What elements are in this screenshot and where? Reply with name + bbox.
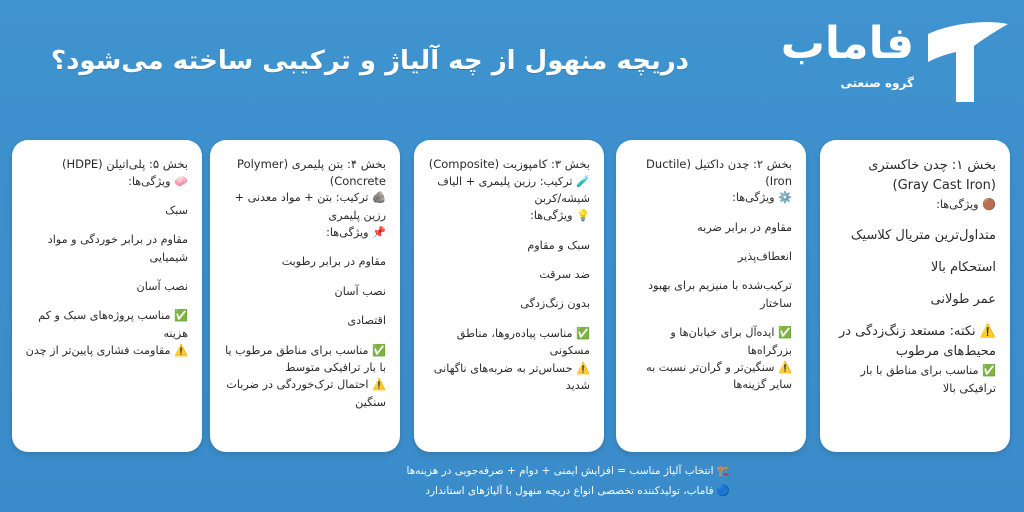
feature-item: ترکیب‌شده با منیزیم برای بهبود ساختار [648, 279, 792, 310]
card-heading: بخش ۲: چدن داکتیل (Ductile Iron) [646, 157, 792, 188]
card-heading: بخش ۱: چدن خاکستری (Gray Cast Iron) [868, 158, 996, 194]
feature-item: ضد سرقت [539, 268, 590, 282]
features-label: 💡 ویژگی‌ها: [530, 209, 590, 223]
card-heading: بخش ۴: بتن پلیمری (Polymer Concrete) [237, 157, 386, 188]
warning-note: ⚠️ نکته: مستعد زنگ‌زدگی در محیط‌های مرطوب [838, 324, 996, 360]
footer-line-alloy: 🏗️ انتخاب آلیاژ مناسب = افزایش ایمنی + دوام + صرفه‌جویی در هزینه‌ها [406, 465, 730, 477]
check-note: ✅ مناسب پروژه‌های سبک و کم هزینه [38, 309, 188, 340]
card-heading: بخش ۳: کامپوزیت (Composite) [428, 157, 590, 171]
card-composite [414, 140, 604, 452]
famab-logo-icon [924, 16, 1010, 106]
feature-item: انعطاف‌پذیر [737, 250, 792, 264]
feature-item: مقاوم در برابر رطوبت [281, 255, 386, 269]
feature-item: نصب آسان [136, 280, 188, 294]
feature-item: اقتصادی [347, 314, 386, 328]
feature-item: استحکام بالا [930, 259, 996, 275]
feature-item: بدون زنگ‌زدگی [520, 297, 590, 311]
feature-item: عمر طولانی [930, 291, 996, 307]
check-note: ✅ مناسب پیاده‌روها، مناطق مسکونی [456, 326, 590, 358]
warning-note: ⚠️ سنگین‌تر و گران‌تر نسبت به سایر گزینه‌ها [646, 360, 792, 392]
composition-line: 🧪 ترکیب: رزین پلیمری + الیاف شیشه/کربن [437, 174, 590, 206]
alloy-cards [12, 140, 1012, 454]
card-polymer-concrete [210, 140, 400, 452]
features-label: 🧼 ویژگی‌ها: [128, 174, 188, 188]
feature-item: سبک [165, 204, 188, 218]
card-heading: بخش ۵: پلی‌اتیلن (HDPE) [61, 157, 188, 171]
check-note: ✅ ایده‌آل برای خیابان‌ها و بزرگراه‌ها [670, 326, 792, 357]
feature-item: نصب آسان [334, 284, 386, 298]
card-ductile-iron [616, 140, 806, 452]
composition-line: 🪨 ترکیب: بتن + مواد معدنی + رزین پلیمری [234, 191, 386, 222]
brand-logo [780, 10, 1010, 110]
warning-note: ⚠️ حساس‌تر به ضربه‌های ناگهانی شدید [433, 361, 590, 392]
footer-line-famab: 🔵 فاماب، تولیدکننده تخصصی انواع دریچه منهول با آلیاژهای استاندارد [425, 484, 730, 497]
card-hdpe [12, 140, 202, 452]
feature-item: مقاوم در برابر خوردگی و مواد شیمیایی [47, 233, 188, 264]
brand-subtitle: گروه صنعتی [840, 76, 914, 90]
warning-note: ⚠️ مقاومت فشاری پایین‌تر از چدن [25, 344, 188, 358]
features-label: 🟤 ویژگی‌ها: [936, 198, 996, 212]
features-label: 📌 ویژگی‌ها: [326, 226, 386, 240]
footer [300, 462, 730, 502]
check-note: ✅ مناسب برای مناطق مرطوب یا با بار ترافیکی متوسط [225, 343, 386, 374]
feature-item: مقاوم در برابر ضربه [697, 220, 792, 234]
check-note: ✅ مناسب برای مناطق با بار ترافیکی بالا [860, 364, 996, 395]
feature-item: سبک و مقاوم [527, 238, 590, 252]
feature-item: متداول‌ترین متریال کلاسیک [850, 227, 996, 243]
brand-name: فاماب [780, 18, 914, 69]
warning-note: ⚠️ احتمال ترک‌خوردگی در ضربات سنگین [226, 378, 386, 409]
page-title: دریچه منهول از چه آلیاژ و ترکیبی ساخته می‌شود؟ [50, 46, 690, 76]
features-label: ⚙️ ویژگی‌ها: [732, 191, 792, 205]
card-gray-cast-iron [820, 140, 1010, 452]
